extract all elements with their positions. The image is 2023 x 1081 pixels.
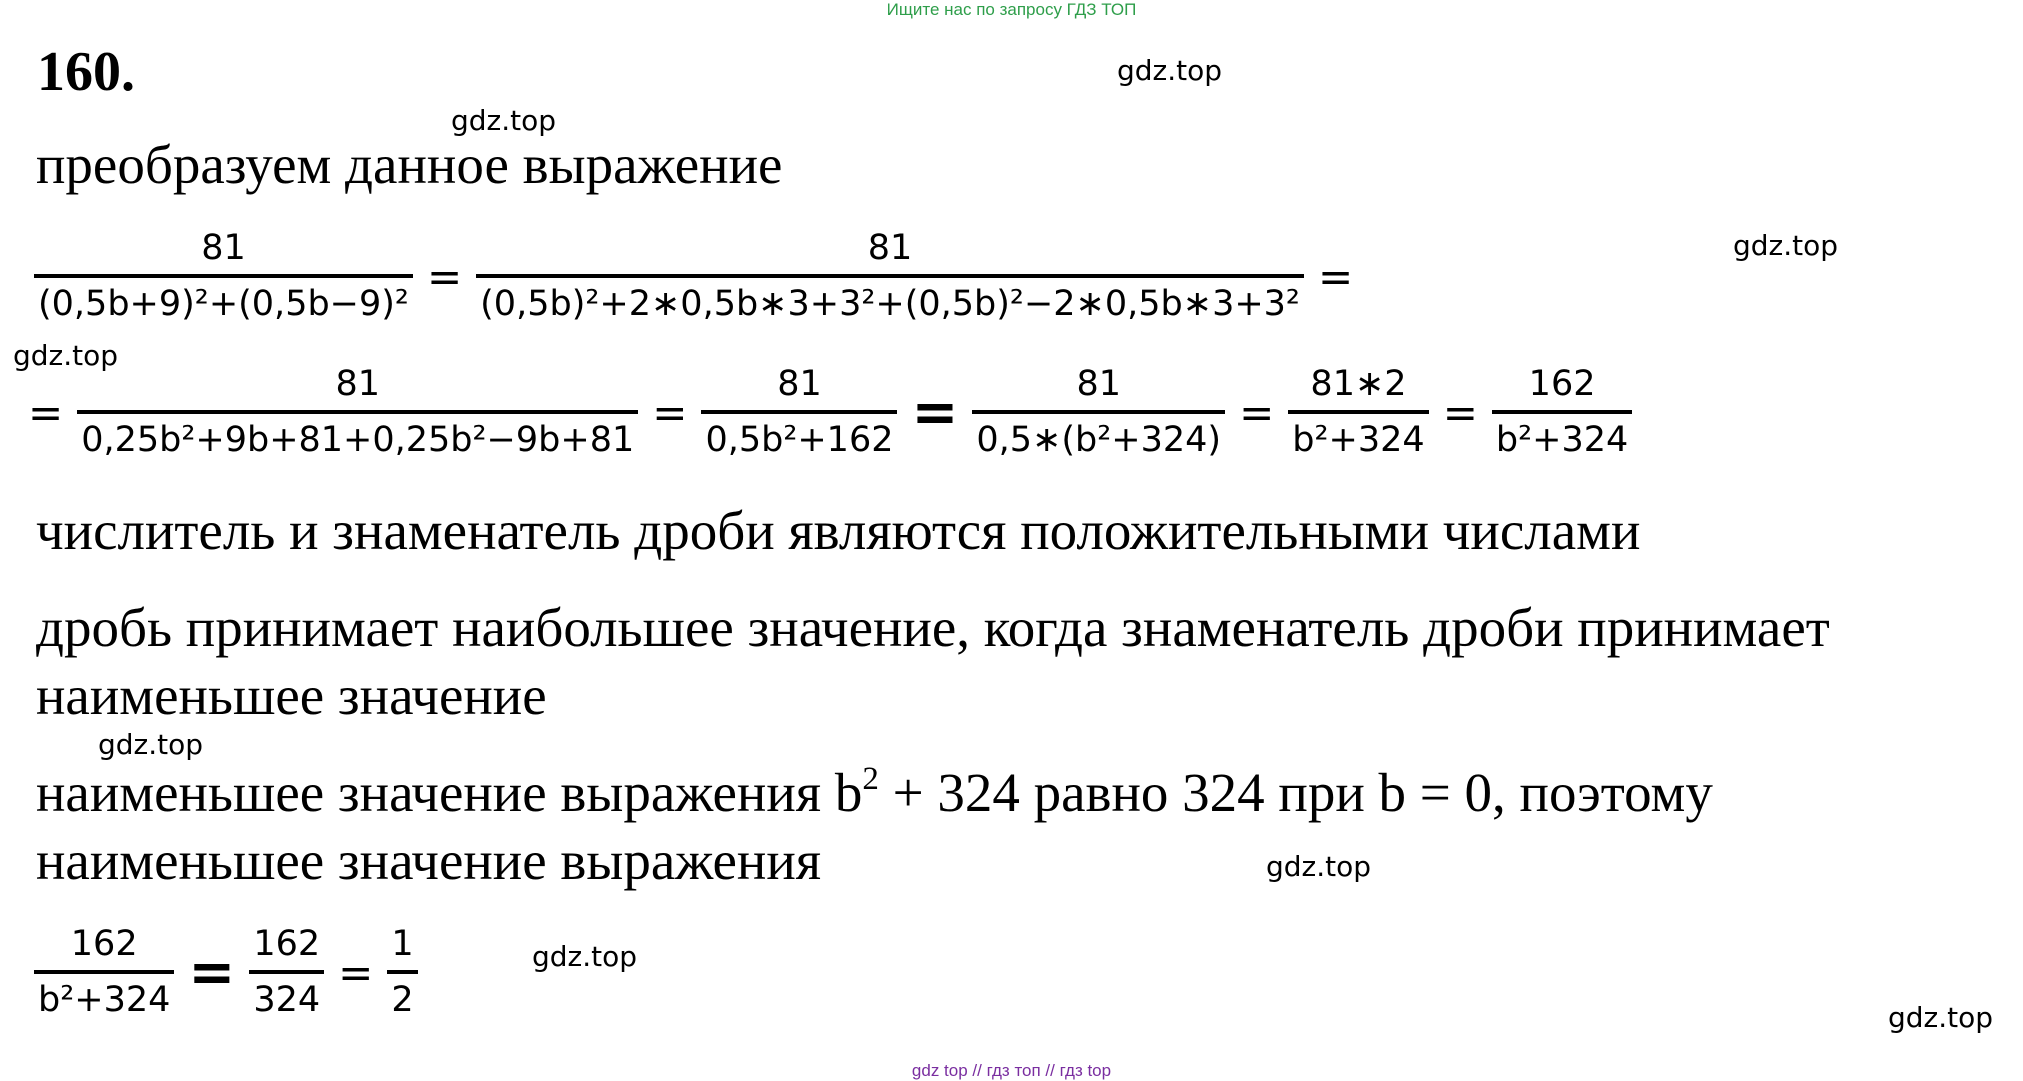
text-min-line-2: наименьшее значение выражения [36, 830, 822, 891]
watermark: gdz.top [451, 104, 557, 137]
equals-sign: = [652, 387, 688, 437]
top-note: Ищите нас по запросу ГДЗ ТОП [886, 0, 1137, 19]
problem-number: 160. [37, 41, 135, 103]
fraction [249, 918, 324, 1026]
numerator: 81 [201, 228, 246, 268]
equation-row-2 [28, 358, 1632, 466]
equals-sign: = [28, 387, 64, 437]
numerator: 81 [777, 364, 822, 404]
fraction [387, 918, 417, 1026]
denominator: b²+324 [1495, 420, 1629, 460]
equals-sign: = [188, 939, 236, 1005]
denominator: (0,5b+9)²+(0,5b−9)² [38, 284, 409, 324]
text-max-line-1: дробь принимает наибольшее значение, когда знаменатель дроби принимает [36, 597, 1830, 658]
watermark: gdz.top [13, 339, 119, 372]
denominator: 324 [253, 980, 321, 1020]
text-min-line-1 [36, 760, 1713, 834]
equals-sign: = [1317, 251, 1354, 301]
text-min-part-1: наименьшее значение выражения b [36, 762, 863, 823]
fraction [701, 358, 897, 466]
footer-links: gdz top // гдз топ // гдз top [911, 1061, 1112, 1080]
numerator: 162 [1528, 364, 1596, 404]
numerator: 162 [70, 924, 138, 964]
equals-sign: = [911, 379, 959, 445]
equation-row-3 [34, 918, 418, 1026]
equals-sign: = [338, 947, 374, 997]
intro-text: преобразуем данное выражение [36, 134, 783, 195]
denominator: 0,25b²+9b+81+0,25b²−9b+81 [81, 420, 635, 460]
fraction [972, 358, 1225, 466]
fraction [1492, 358, 1632, 466]
denominator: b²+324 [38, 980, 171, 1020]
text-positive: числитель и знаменатель дроби являются положительными числами [36, 500, 1641, 561]
denominator: 0,5∗(b²+324) [976, 420, 1222, 460]
watermark: gdz.top [1117, 54, 1223, 87]
numerator: 81 [335, 364, 380, 404]
numerator: 81 [1076, 364, 1122, 404]
denominator: (0,5b)²+2∗0,5b∗3+3²+(0,5b)²−2∗0,5b∗3+3² [480, 284, 1300, 324]
text-min-part-2: + 324 равно 324 при b = 0, поэтому [878, 762, 1713, 823]
fraction [77, 358, 638, 466]
fraction [1288, 358, 1428, 466]
numerator: 81 [867, 228, 913, 268]
superscript: 2 [862, 761, 879, 797]
equals-sign: = [426, 251, 463, 301]
fraction [476, 222, 1304, 330]
watermark: gdz.top [532, 940, 638, 973]
watermark: gdz.top [98, 728, 204, 761]
text-max-line-2: наименьшее значение [36, 665, 547, 726]
numerator: 1 [391, 924, 414, 964]
equals-sign: = [1239, 387, 1275, 437]
fraction [34, 918, 174, 1026]
watermark: gdz.top [1888, 1001, 1994, 1034]
fraction [34, 222, 413, 330]
equals-sign: = [1442, 387, 1478, 437]
watermark: gdz.top [1266, 850, 1372, 883]
denominator: 0,5b²+162 [705, 420, 894, 460]
denominator: 2 [391, 980, 414, 1020]
denominator: b²+324 [1292, 420, 1425, 460]
numerator: 81∗2 [1310, 364, 1407, 404]
equation-row-1 [34, 222, 1367, 330]
watermark: gdz.top [1733, 229, 1839, 262]
numerator: 162 [253, 924, 321, 964]
